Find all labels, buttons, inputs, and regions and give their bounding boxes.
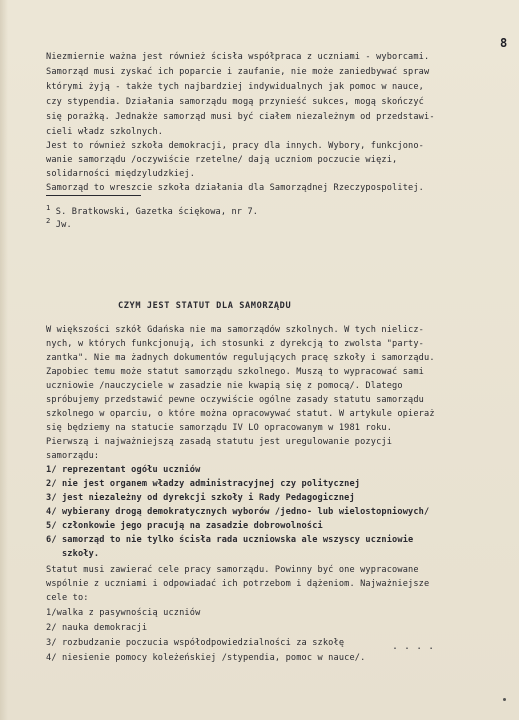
body-line-6: spróbujemy przedstawić pewne oczywiście ogólne zasady statutu samorządu	[46, 395, 424, 405]
top-line-9: solidarności międzyludzkiej.	[46, 169, 196, 179]
body-line-10: samorządu:	[46, 451, 100, 461]
point-1: 1/ reprezentant ogółu uczniów	[46, 465, 201, 475]
top-line-5: się porażką. Jednakże samorząd musi być ciałem niezależnym od przedstawi-	[46, 112, 435, 122]
footnote-rule	[46, 195, 141, 196]
body-line-1: W większości szkół Gdańska nie ma samorządów szkolnych. W tych nielicz-	[46, 325, 424, 335]
page-number: 8	[500, 36, 508, 50]
margin-dot	[503, 698, 506, 701]
top-line-6: cieli władz szkolnych.	[46, 127, 164, 137]
goal-2: 2/ nauka demokracji	[46, 623, 148, 633]
point-6: 6/ samorząd to nie tylko ścisła rada uczniowska ale wszyscy uczniowie	[46, 535, 414, 545]
goal-4: 4/ niesienie pomocy koleżeńskiej /stypendia, pomoc w nauce/.	[46, 653, 366, 663]
section-heading: CZYM JEST STATUT DLA SAMORZĄDU	[118, 301, 292, 311]
footnote-2-mark: 2	[46, 216, 51, 225]
top-line-7: Jest to również szkoła demokracji, pracy dla innych. Wybory, funkcjono-	[46, 141, 424, 151]
footnote-2	[46, 215, 72, 231]
body-line-8: się będziemy na statucie samorządu IV LO opracowanym w 1981 roku.	[46, 423, 393, 433]
point-5: 5/ członkowie jego pracują na zasadzie dobrowolności	[46, 521, 323, 531]
point-3: 3/ jest niezależny od dyrekcji szkoły i Rady Pedagogicznej	[46, 493, 355, 503]
body-line-3: zantka". Nie ma żadnych dokumentów regulujących pracę szkoły i samorządu.	[46, 353, 435, 363]
footer-mark: . . . .	[392, 641, 435, 652]
point-4: 4/ wybierany drogą demokratycznych wyborów /jedno- lub wielostopniowych/	[46, 507, 430, 517]
footnote-1	[46, 202, 258, 218]
top-line-2: Samorząd musi zyskać ich poparcie i zaufanie, nie może zaniedbywać spraw	[46, 67, 430, 77]
footnote-1-text: S. Bratkowski, Gazetka ściękowa, nr 7.	[55, 206, 259, 217]
top-line-8: wanie samorządu /oczywiście rzetelne/ dają uczniom poczucie więzi,	[46, 155, 398, 165]
page-shadow-edge	[0, 0, 8, 720]
body-line-2: nych, w których funkcjonują, ich stosunki z dyrekcją to zwolsta "party-	[46, 339, 424, 349]
goals-intro-3: cele to:	[46, 593, 89, 603]
point-6-cont: szkoły.	[46, 549, 100, 559]
top-line-4: czy stypendia. Działania samorządu mogą przynieść sukces, mogą skończyć	[46, 97, 424, 107]
point-2: 2/ nie jest organem władzy administracyjnej czy politycznej	[46, 479, 361, 489]
goals-intro-2: wspólnie z uczniami i odpowiadać ich potrzebom i dążeniom. Najważniejsze	[46, 579, 430, 589]
goal-3: 3/ rozbudzanie poczucia współodpowiedzialności za szkołę	[46, 638, 345, 648]
top-line-3: którymi żyją - także tych najbardziej indywidualnych jak pomoc w nauce,	[46, 82, 424, 92]
footnote-2-text: Jw.	[55, 219, 72, 230]
body-line-5: uczniowie /nauczyciele w zasadzie nie kwapią się z pomocą/. Dlatego	[46, 381, 403, 391]
footnote-1-mark: 1	[46, 203, 51, 212]
goal-1: 1/walka z pasywnością uczniów	[46, 608, 201, 618]
goals-intro-1: Statut musi zawierać cele pracy samorządu. Powinny być one wypracowane	[46, 565, 419, 575]
body-line-7: szkolnego w oparciu, o które można opracowywać statut. W artykule opieraż	[46, 409, 435, 419]
body-line-4: Zapobiec temu może statut samorządu szkolnego. Muszą to wypracować sami	[46, 367, 424, 377]
top-line-1: Niezmiernie ważna jest również ścisła współpraca z uczniami - wyborcami.	[46, 52, 430, 62]
top-line-10: Samorząd to wreszcie szkoła działania dla Samorządnej Rzeczypospolitej.	[46, 183, 424, 193]
body-line-9: Pierwszą i najważniejszą zasadą statutu jest uregulowanie pozycji	[46, 437, 393, 447]
